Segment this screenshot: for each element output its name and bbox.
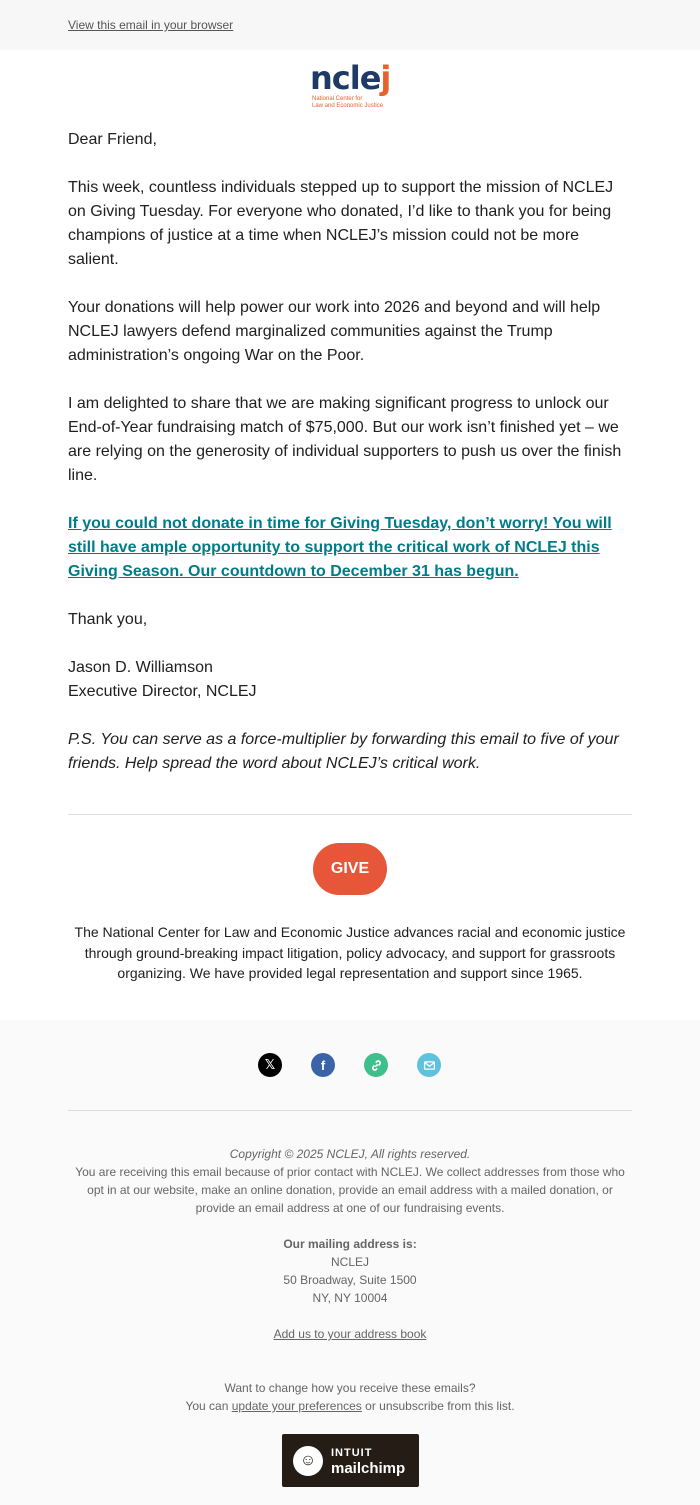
address-city: NY, NY 10004 — [312, 1291, 388, 1305]
email-body — [0, 50, 700, 1020]
badge-intuit: INTUIT — [331, 1446, 373, 1459]
update-preferences-link[interactable]: update your preferences — [231, 1399, 362, 1413]
change-prompt: Want to change how you receive these emails? — [224, 1381, 476, 1395]
greeting: Dear Friend, — [68, 131, 157, 148]
address-name: NCLEJ — [330, 1255, 369, 1269]
top-bar — [0, 0, 700, 50]
copyright: Copyright © 2025 NCLEJ, All rights reserved. — [229, 1147, 471, 1161]
link-icon[interactable] — [364, 1053, 388, 1077]
divider — [68, 814, 632, 815]
logo-tagline: National Center for Law and Economic Justice — [312, 96, 384, 109]
address-street: 50 Broadway, Suite 1500 — [283, 1273, 417, 1287]
paragraph-match: I am delighted to share that we are making significant progress to unlock our End-of-Year fundraising match of $75,000. But our work isn’t finished yet – we are relying on the generosity of individual supporters to push us over the finish line. — [68, 395, 622, 484]
signer-name: Jason D. Williamson — [68, 659, 213, 676]
x-glyph: 𝕏 — [264, 1057, 276, 1072]
mailchimp-badge[interactable] — [282, 1434, 419, 1487]
logo-wordmark: nclej — [310, 59, 391, 97]
closing: Thank you, — [68, 611, 148, 628]
mission-statement: The National Center for Law and Economic Justice advances racial and economic justice through ground-breaking impact litigation, policy advocacy, and support for grassroots organizing. We have provided legal representation and support since 1965. — [74, 924, 626, 981]
you-can-text: You can — [185, 1399, 229, 1413]
signer-title: Executive Director, NCLEJ — [68, 683, 257, 700]
mailing-address-heading: Our mailing address is: — [283, 1237, 417, 1251]
postscript: P.S. You can serve as a force-multiplier by forwarding this email to five of your friends. Help spread the word about NCLEJ’s critical work. — [68, 731, 619, 772]
paragraph-thanks: This week, countless individuals stepped up to support the mission of NCLEJ on Giving Tuesday. For everyone who donated, I’d like to thank you for being champions of justice at a time when NCLEJ’s mission could not be more salient. — [68, 179, 614, 268]
give-button[interactable]: GIVE — [313, 843, 387, 895]
add-to-address-book-link[interactable]: Add us to your address book — [273, 1327, 427, 1341]
giving-season-link[interactable]: If you could not donate in time for Giving Tuesday, don’t worry! You will still have ample opportunity to support the critical work of NCLEJ this Giving Season. Our countdown to December 31 has begun. — [68, 515, 612, 580]
paragraph-donations: Your donations will help power our work into 2026 and beyond and will help NCLEJ lawyers defend marginalized communities against the Trump administration’s ongoing War on the Poor. — [68, 299, 601, 364]
preferences-line — [68, 1397, 632, 1415]
facebook-glyph: f — [320, 1057, 326, 1073]
footer — [0, 1020, 700, 1505]
nclej-logo[interactable] — [310, 59, 391, 110]
facebook-icon[interactable] — [311, 1053, 335, 1077]
x-icon[interactable] — [258, 1053, 282, 1077]
view-in-browser-link[interactable]: View this email in your browser — [68, 18, 234, 32]
mailchimp-freddie-icon: ☺ — [293, 1446, 323, 1476]
opt-in-reason: You are receiving this email because of prior contact with NCLEJ. We collect addresses from those who opt in at our website, make an online donation, provide an email address with a mailed donation, or provide an email address at one of our fundraising events. — [75, 1165, 625, 1215]
email-icon[interactable] — [417, 1053, 441, 1077]
footer-divider — [68, 1110, 632, 1111]
badge-mailchimp: mailchimp — [331, 1459, 406, 1477]
unsubscribe-text[interactable]: or unsubscribe from this list. — [365, 1399, 515, 1413]
